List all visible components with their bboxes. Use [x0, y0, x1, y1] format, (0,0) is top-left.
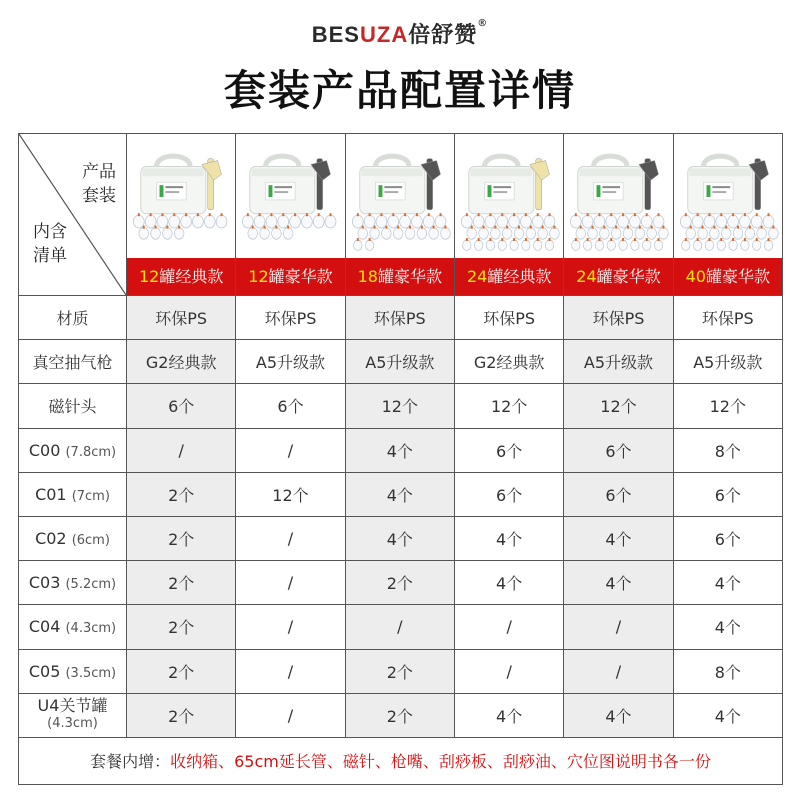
table-cell: A5升级款: [564, 340, 673, 384]
product-cell-1: [127, 134, 236, 296]
product-image: [674, 134, 782, 258]
table-cell: /: [564, 649, 673, 693]
row-label: [19, 561, 127, 605]
product-type: 罐经典款: [487, 267, 552, 286]
product-cell-2: [236, 134, 345, 296]
table-cell: 4个: [673, 561, 782, 605]
table-cell: A5升级款: [236, 340, 345, 384]
page-title: 套装产品配置详情: [223, 66, 576, 115]
table-cell: 4个: [345, 516, 454, 560]
table-cell: /: [454, 605, 563, 649]
table-cell: 8个: [673, 428, 782, 472]
table-cell: 4个: [454, 516, 563, 560]
row-label-text: C05: [28, 661, 61, 681]
row-label: [19, 649, 127, 693]
cupping-set-image: [455, 134, 563, 258]
row-label-size: (3.5cm): [65, 665, 117, 681]
footer-row: [19, 737, 783, 784]
table-cell: A5升级款: [345, 340, 454, 384]
table-cell: /: [564, 605, 673, 649]
brand-part1: BES: [311, 22, 360, 47]
table-cell: 4个: [345, 428, 454, 472]
corner-label-contents: [33, 220, 67, 268]
row-label-size: (7cm): [71, 488, 110, 504]
product-cell-5: [564, 134, 673, 296]
cupping-set-image: [674, 134, 782, 258]
table-cell: 6个: [564, 472, 673, 516]
row-label-size: (4.3cm): [65, 621, 117, 637]
corner-cell: [19, 134, 127, 296]
product-cell-4: [454, 134, 563, 296]
spec-table: [18, 133, 783, 785]
product-image: [127, 134, 235, 258]
row-label: [19, 384, 127, 428]
table-cell: 6个: [454, 472, 563, 516]
cupping-set-image: [127, 134, 235, 258]
row-label: [19, 472, 127, 516]
table-cell: 4个: [673, 605, 782, 649]
product-cell-3: [345, 134, 454, 296]
table-cell: 4个: [673, 693, 782, 737]
table-cell: 环保PS: [564, 296, 673, 340]
table-cell: G2经典款: [127, 340, 236, 384]
row-label-text: 材质: [56, 309, 89, 329]
product-image: [455, 134, 563, 258]
table-cell: /: [236, 605, 345, 649]
table-cell: 4个: [345, 472, 454, 516]
table-cell: 环保PS: [673, 296, 782, 340]
table-cell: 环保PS: [345, 296, 454, 340]
product-type: 罐豪华款: [268, 267, 333, 286]
row-label-text: C04: [28, 617, 61, 637]
table-cell: 4个: [454, 693, 563, 737]
footer-prefix: 套餐内增：: [90, 752, 171, 772]
table-cell: 4个: [454, 561, 563, 605]
table-cell: 4个: [564, 693, 673, 737]
product-cell-6: [673, 134, 782, 296]
table-cell: /: [236, 649, 345, 693]
table-cell: 12个: [454, 384, 563, 428]
table-cell: G2经典款: [454, 340, 563, 384]
header-row: [19, 134, 783, 296]
product-cup-count: 18: [357, 267, 378, 286]
table-cell: 2个: [345, 649, 454, 693]
product-cup-count: 12: [138, 267, 160, 286]
diagonal-line: [19, 134, 126, 295]
table-cell: 2个: [127, 605, 236, 649]
product-name: [455, 258, 563, 295]
table-cell: /: [345, 605, 454, 649]
row-label: [19, 340, 127, 384]
row-label-text: U4关节罐: [37, 696, 108, 716]
table-row: [19, 561, 783, 605]
row-label: [19, 516, 127, 560]
table-cell: /: [236, 693, 345, 737]
table-cell: /: [454, 649, 563, 693]
table-cell: 2个: [127, 561, 236, 605]
corner-text-include: 内含: [33, 222, 67, 242]
table-cell: 12个: [673, 384, 782, 428]
footer-cell: [19, 737, 783, 784]
table-cell: A5升级款: [673, 340, 782, 384]
product-type: 罐豪华款: [596, 267, 661, 286]
table-row: [19, 428, 783, 472]
table-cell: 环保PS: [454, 296, 563, 340]
product-type: 罐豪华款: [705, 267, 770, 286]
table-cell: 6个: [127, 384, 236, 428]
row-label-size: (5.2cm): [65, 577, 117, 593]
table-cell: 2个: [127, 693, 236, 737]
product-cup-count: 24: [576, 267, 597, 286]
corner-label-product: [82, 160, 116, 208]
row-label-text: 真空抽气枪: [32, 353, 113, 373]
table-cell: 6个: [236, 384, 345, 428]
table-cell: 2个: [127, 649, 236, 693]
row-label-size: (4.3cm): [47, 716, 98, 732]
cupping-set-image: [236, 134, 344, 258]
row-label: [19, 693, 127, 737]
table-row: [19, 693, 783, 737]
product-name: [346, 258, 454, 295]
table-cell: 12个: [345, 384, 454, 428]
table-row: [19, 472, 783, 516]
row-label-size: (7.8cm): [65, 444, 117, 460]
table-cell: /: [236, 561, 345, 605]
row-label-text: C03: [28, 573, 61, 593]
product-cup-count: 24: [466, 267, 488, 286]
table-row: [19, 649, 783, 693]
row-label-text: C01: [35, 484, 67, 504]
table-cell: 12个: [236, 472, 345, 516]
product-image: [564, 134, 672, 258]
row-label: [19, 605, 127, 649]
table-cell: 环保PS: [127, 296, 236, 340]
table-cell: 2个: [345, 561, 454, 605]
product-type: 罐经典款: [159, 267, 224, 286]
row-label-text: C02: [35, 529, 67, 549]
table-cell: 6个: [454, 428, 563, 472]
brand-cn: 倍舒赞: [408, 23, 478, 48]
corner-text-set: 套装: [82, 186, 116, 206]
table-row: [19, 340, 783, 384]
table-row: [19, 516, 783, 560]
cupping-set-image: [346, 134, 454, 258]
table-cell: 2个: [127, 516, 236, 560]
row-label: [19, 296, 127, 340]
table-cell: 6个: [564, 428, 673, 472]
product-type: 罐豪华款: [377, 267, 442, 286]
table-cell: 8个: [673, 649, 782, 693]
table-row: [19, 605, 783, 649]
product-name: [127, 258, 235, 295]
table-cell: 4个: [564, 516, 673, 560]
product-cup-count: 40: [685, 267, 706, 286]
brand-part2: UZA: [360, 22, 409, 47]
cupping-set-image: [564, 134, 672, 258]
table-row: [19, 296, 783, 340]
row-label-text: 磁针头: [48, 397, 97, 417]
corner-text-product: 产品: [82, 162, 116, 182]
product-name: [236, 258, 344, 295]
table-cell: 4个: [564, 561, 673, 605]
product-name: [674, 258, 782, 295]
product-image: [236, 134, 344, 258]
table-cell: 2个: [345, 693, 454, 737]
corner-text-list: 清单: [33, 246, 67, 266]
table-cell: 环保PS: [236, 296, 345, 340]
table-cell: 6个: [673, 516, 782, 560]
table-cell: /: [236, 428, 345, 472]
table-cell: 6个: [673, 472, 782, 516]
brand-logo: [0, 18, 800, 49]
product-name: [564, 258, 672, 295]
table-cell: /: [127, 428, 236, 472]
table-cell: 12个: [564, 384, 673, 428]
row-label: [19, 428, 127, 472]
table-cell: 2个: [127, 472, 236, 516]
registered-mark: ®: [477, 18, 489, 29]
table-row: [19, 384, 783, 428]
table-cell: /: [236, 516, 345, 560]
product-image: [346, 134, 454, 258]
product-cup-count: 12: [248, 267, 269, 286]
spec-table-body: [19, 134, 783, 738]
row-label-text: C00: [28, 440, 61, 460]
footer-items: 收纳箱、65cm延长管、磁针、枪嘴、刮痧板、刮痧油、穴位图说明书各一份: [170, 752, 711, 772]
row-label-size: (6cm): [71, 533, 110, 549]
